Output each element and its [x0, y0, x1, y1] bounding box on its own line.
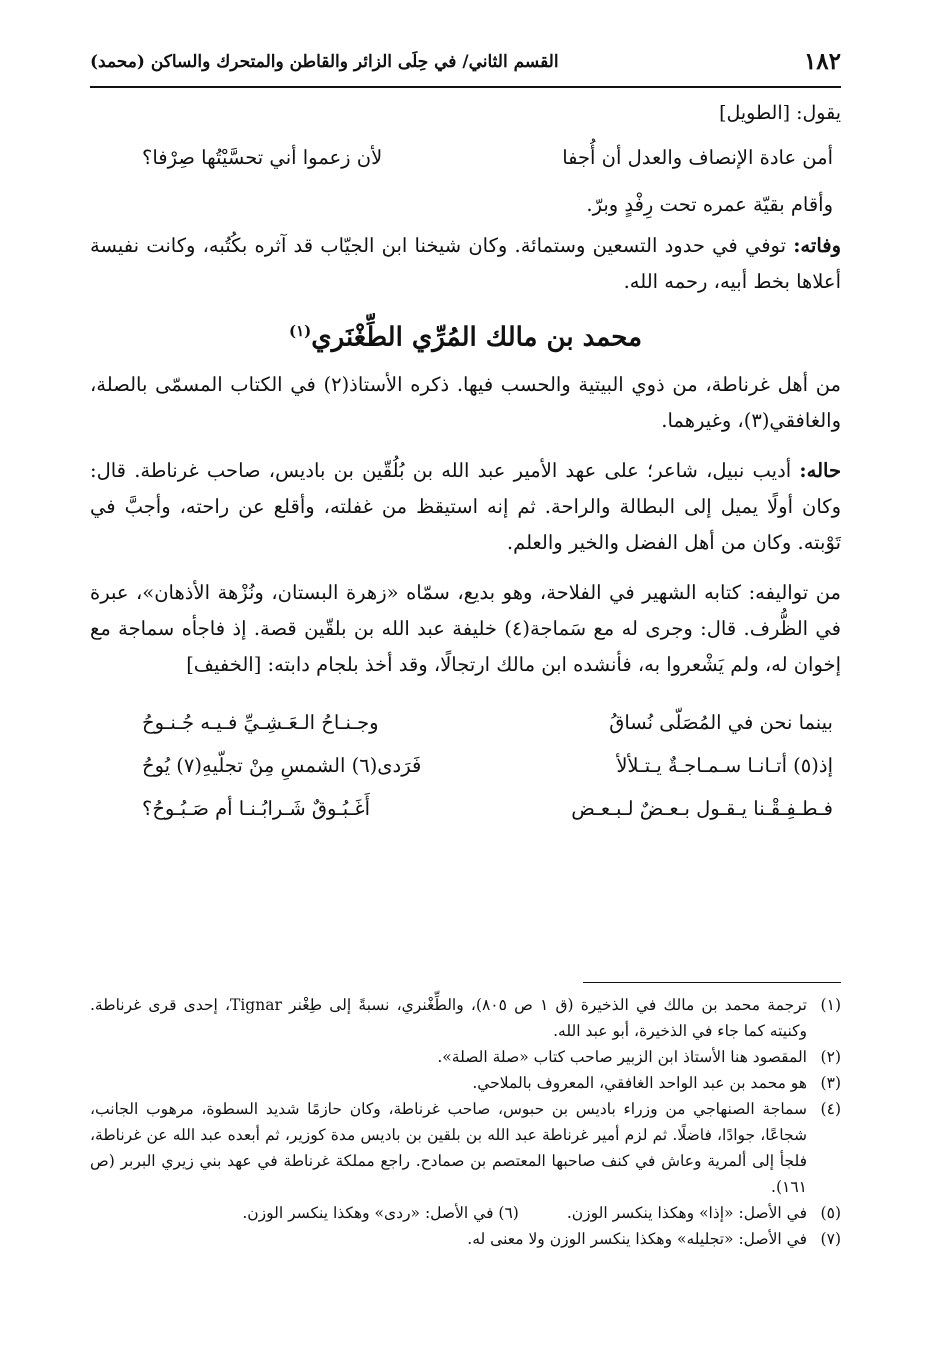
death-text: توفي في حدود التسعين وستمائة. وكان شيخنا ابن الجيّاب قد آثره بكُتُبه، وكانت نفيسة أعلاها بخط أبيه، رحمه الله.: [90, 234, 841, 293]
running-title: القسم الثاني/ في حِلَى الزائر والقاطن والمتحرك والساكن (محمد): [90, 52, 559, 72]
footnote-divider: [583, 982, 841, 983]
continuation-text: وأقام بقيّة عمره تحت رِفْدٍ وبرّ.: [586, 193, 833, 216]
origin-paragraph: من أهل غرناطة، من ذوي البيتية والحسب فيها. ذكره الأستاذ(٢) في الكتاب المسمّى بالصلة، والغافقي(٣)، وغيرهما.: [90, 372, 841, 432]
verse-second-hemistich: لأن زعموا أني تحسَّيْتُها صِرْفا؟: [142, 146, 383, 169]
footnote: [90, 992, 841, 1044]
footnote-text: ترجمة محمد بن مالك في الذخيرة (ق ١ ص ٨٠٥)، والطِّغْنري، نسبةً إلى طِغْنر Tignar، إحدى قرى غرناطة. وكنيته كما جاء في الذخيرة، أبو عبد الله.: [90, 996, 807, 1040]
biography-title-text: محمد بن مالك المُرِّي الطِّغْنَري: [311, 322, 643, 353]
page-number: ١٨٢: [803, 48, 841, 75]
works-paragraph: من تواليفه: كتابه الشهير في الفلاحة، وهو بديع، سمّاه «زهرة البستان، ونُزْهة الأذهان»، عبرة في الظُّرف. قال: وجرى له مع سَماجة(٤) خليفة عبد الله بن بلقّين قصة. إذ فاجأه سماجة مع إخوان له، ولم يَشْعروا به، فأنشده ابن مالك ارتجالًا، وقد أخذ بلجام دابته: [الخفيف]: [90, 580, 841, 676]
status-label: حاله:: [799, 458, 842, 482]
footnote: [90, 1226, 841, 1252]
status-text: أديب نبيل، شاعر؛ على عهد الأمير عبد الله بن بُلُقّين بن باديس، صاحب غرناطة. قال: وكان أولًا يميل إلى البطالة والراحة. ثم إنه استيقظ من غفلته، وأقلع عن راحته، وأجبَّ في تَوْبته. وكان من أهل الفضل والخير والعلم.: [90, 458, 841, 554]
footnote-number: (٢): [820, 1048, 841, 1066]
poem-first-hemistich: بينما نحن في المُصَلّى نُساقُ: [609, 710, 833, 734]
verse-first-hemistich: أمن عادة الإنصاف والعدل أن أُجفا: [562, 146, 833, 169]
page-header: [90, 40, 841, 88]
footnote-text-second: (٦) في الأصل: «ردى» وهكذا ينكسر الوزن.: [242, 1204, 519, 1222]
poem: [90, 701, 841, 830]
verse-line: [90, 146, 841, 169]
footnote-text: في الأصل: «إذا» وهكذا ينكسر الوزن.: [566, 1204, 807, 1222]
footnote-text: المقصود هنا الأستاذ ابن الزبير صاحب كتاب «صلة الصلة».: [437, 1048, 807, 1066]
poem-verse: [90, 701, 841, 744]
death-paragraph: [90, 228, 841, 300]
poem-second-hemistich: أَغَـبُـوقٌ شَـرابُـنـا أم صَـبُـوحُ؟: [142, 796, 371, 820]
footnote-number: (١): [820, 996, 841, 1014]
footnote: [90, 1096, 841, 1200]
footnote-text: سماجة الصنهاجي من وزراء باديس بن حبوس، صاحب غرناطة، وكان حازمًا شديد السطوة، مرهوب الجانب، شجاعًا، جوادًا، فاضلًا. ثم لزم أمير غرناطة عبد الله بن بلقين بن باديس مدة كوزير، ثم أبعده عبد الله عن غرناطة، فلجأ إلى ألمرية وعاش في كنف صاحبها المعتصم بن صمادح. راجع مملكة غرناطة في عهد بني زيري البربر (ص ١٦١).: [90, 1100, 807, 1196]
death-label: وفاته:: [793, 234, 841, 257]
poem-first-hemistich: فـطـفِـقْـنا يـقـول بـعـضٌ لـبـعـض: [571, 796, 833, 820]
poem-second-hemistich: وجـنـاحُ الـعَـشِـيِّ فـيـه جُـنـوحُ: [142, 710, 379, 734]
footnote-text: هو محمد بن عبد الواحد الغافقي، المعروف بالملاحي.: [472, 1074, 807, 1092]
footnote: [90, 1200, 841, 1226]
poem-verse: [90, 744, 841, 787]
footnote: [90, 1070, 841, 1096]
book-page: [90, 40, 842, 1248]
footnote: [90, 1044, 841, 1070]
footnotes: [90, 992, 841, 1252]
title-footnote-ref: (١): [288, 322, 312, 340]
footnote-number: (٣): [820, 1074, 841, 1092]
footnote-number: (٤): [820, 1100, 841, 1118]
footnote-text-pair: [90, 1200, 807, 1226]
meter-intro: يقول: [الطويل]: [719, 102, 841, 124]
poem-second-hemistich: فَرَدى(٦) الشمسِ مِنْ تجلّيهِ(٧) يُوحُ: [142, 753, 422, 777]
footnote-text: في الأصل: «تجليله» وهكذا ينكسر الوزن ولا معنى له.: [467, 1230, 807, 1248]
poem-first-hemistich: إذ(٥) أتـانـا سـمـاجـةٌ يـتـلألأ: [616, 753, 833, 777]
poem-verse: [90, 787, 841, 830]
status-paragraph: [90, 453, 841, 561]
footnote-number: (٧): [820, 1230, 841, 1248]
biography-title: [90, 322, 841, 353]
footnote-number: (٥): [820, 1204, 841, 1222]
